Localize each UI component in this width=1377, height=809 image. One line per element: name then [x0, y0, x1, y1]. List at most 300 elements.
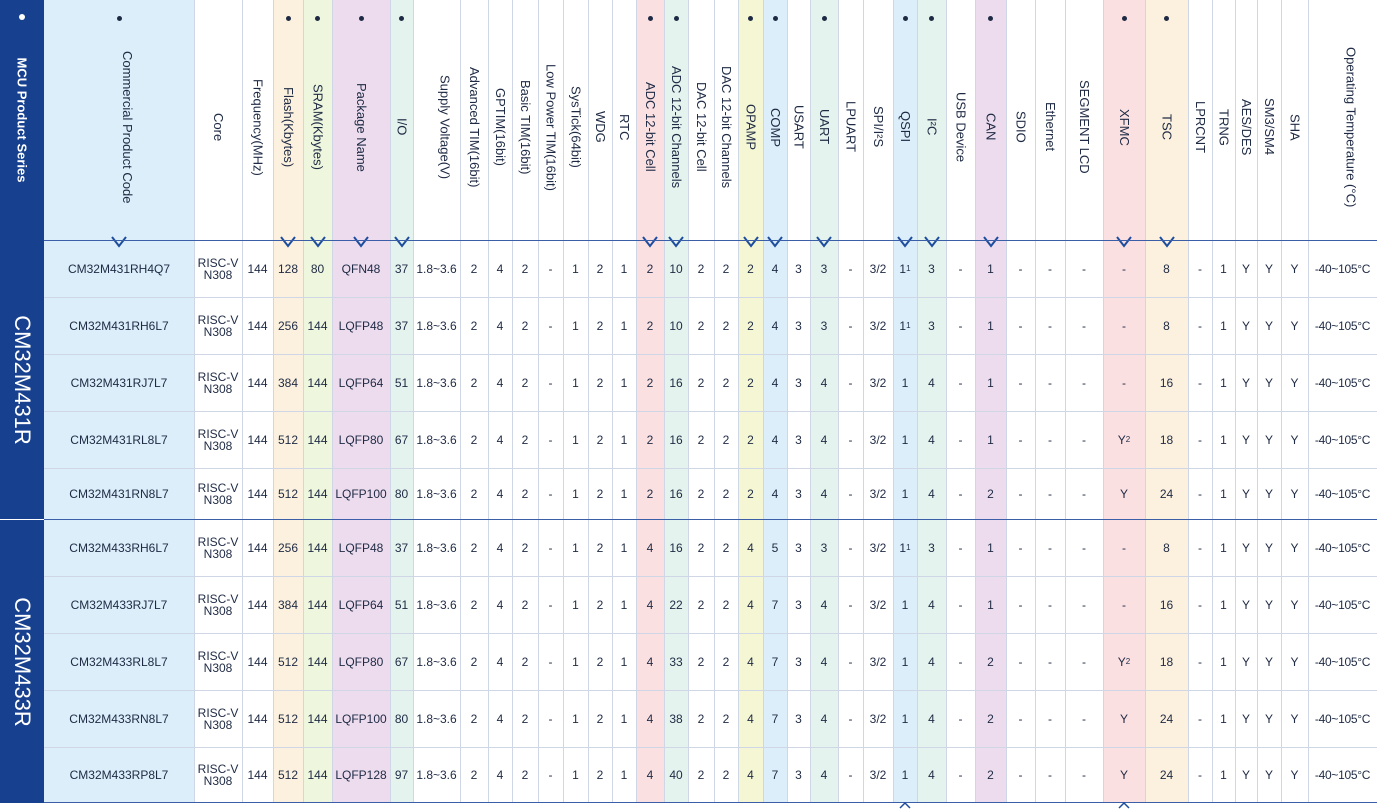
series-header-label: MCU Product Series	[14, 57, 30, 183]
core-line: RISC-V	[197, 534, 239, 549]
cell-aes: Y	[1241, 318, 1250, 333]
cell-sm: Y	[1264, 486, 1273, 501]
cell-lptim: -	[548, 318, 553, 333]
chevron-up-icon	[899, 802, 911, 809]
cell-aes: Y	[1241, 597, 1250, 612]
cell-systick: 1	[572, 654, 579, 669]
cell-lcd: -	[1082, 540, 1086, 555]
cell-wdg: 2	[596, 540, 604, 555]
cell-trng: 1	[1220, 486, 1227, 501]
cell-can: 1	[987, 318, 994, 333]
cell-flash: 512	[277, 654, 299, 669]
cell-can: 2	[987, 767, 994, 782]
cell-adccell: 2	[646, 432, 654, 447]
core-line: RISC-V	[197, 480, 239, 495]
cell-core	[194, 240, 242, 297]
cell-gptim: 4	[496, 261, 504, 276]
cell-code: CM32M431RL8L7	[70, 432, 168, 447]
cell-uart: 4	[820, 767, 828, 782]
cell-can: 1	[987, 375, 994, 390]
cell-code: CM32M431RJ7L7	[70, 375, 168, 390]
cell-sdio: -	[1018, 767, 1023, 782]
cell-temp: -40~105°C	[1314, 711, 1371, 726]
cell-comp: 7	[771, 597, 779, 612]
column-header-adcch	[664, 22, 688, 232]
core-line: N308	[203, 603, 233, 618]
bullet-icon	[903, 16, 908, 21]
cell-lprcnt: -	[1198, 432, 1202, 447]
cell-lprcnt: -	[1198, 261, 1202, 276]
cell-usart: 3	[795, 432, 802, 447]
cell-usb: -	[958, 711, 963, 726]
column-header-volt	[413, 22, 460, 232]
cell-code: CM32M433RN8L7	[69, 711, 169, 726]
cell-eth: -	[1048, 654, 1052, 669]
cell-lprcnt: -	[1198, 597, 1202, 612]
cell-volt: 1.8~3.6	[416, 597, 457, 612]
column-header-label: SPI/I²S	[871, 106, 886, 148]
column-header-label: SRAM(Kbytes)	[310, 84, 326, 170]
cell-uart: 4	[820, 432, 828, 447]
cell-uart: 4	[820, 486, 828, 501]
cell-io: 97	[394, 767, 409, 782]
cell-lptim: -	[548, 375, 553, 390]
cell-spi: 3/2	[869, 767, 887, 782]
cell-sram: 144	[307, 767, 328, 782]
cell-dacch: 2	[722, 540, 730, 555]
cell-io: 37	[394, 261, 409, 276]
cell-qspi: 1	[901, 432, 909, 447]
bullet-icon	[399, 16, 404, 21]
cell-lcd: -	[1082, 261, 1086, 276]
cell-tsc: 8	[1163, 318, 1170, 333]
cell-adccell: 2	[646, 318, 654, 333]
cell-eth: -	[1048, 261, 1052, 276]
cell-xfmc: Y 2	[1117, 432, 1131, 447]
cell-aes: Y	[1241, 432, 1250, 447]
column-header-eth	[1035, 22, 1065, 232]
cell-volt: 1.8~3.6	[416, 432, 457, 447]
cell-qspi: 1 1	[899, 540, 911, 555]
cell-spi: 3/2	[869, 711, 887, 726]
column-header-adv	[460, 22, 488, 232]
cell-rtc: 1	[620, 711, 628, 726]
column-header-flash	[273, 22, 303, 232]
core-line: RISC-V	[197, 255, 239, 270]
cell-io: 67	[394, 654, 409, 669]
cell-usart: 3	[795, 711, 802, 726]
cell-sram: 144	[307, 711, 328, 726]
cell-aes: Y	[1241, 711, 1250, 726]
cell-adv: 2	[470, 767, 478, 782]
cell-opamp: 4	[747, 597, 754, 612]
cell-freq: 144	[247, 432, 268, 447]
product-series-cm32m433r	[0, 519, 44, 803]
cell-pkg: LQFP80	[338, 432, 384, 447]
column-header-lcd	[1065, 22, 1103, 232]
cell-eth: -	[1048, 711, 1052, 726]
column-header-label: USB Device	[953, 91, 969, 163]
cell-daccell: 2	[697, 711, 705, 726]
cell-temp: -40~105°C	[1314, 540, 1371, 555]
cell-adccell: 4	[646, 767, 654, 782]
cell-sdio: -	[1018, 654, 1023, 669]
cell-xfmc: -	[1122, 540, 1126, 555]
cell-dacch: 2	[722, 767, 730, 782]
table-bottom-line	[44, 802, 1377, 803]
cell-wdg: 2	[596, 261, 604, 276]
cell-pkg: LQFP80	[338, 654, 384, 669]
cell-wdg: 2	[596, 711, 604, 726]
cell-flash: 384	[277, 375, 299, 390]
cell-adv: 2	[470, 375, 478, 390]
column-header-spi	[863, 22, 893, 232]
cell-sram: 144	[307, 375, 328, 390]
cell-adcch: 10	[669, 318, 683, 333]
column-header-label: Core	[211, 112, 226, 142]
cell-lpuart: -	[848, 711, 853, 726]
cell-sm: Y	[1264, 597, 1273, 612]
column-header-lptim	[538, 22, 563, 232]
column-header-opamp	[738, 22, 763, 232]
column-header-freq	[242, 22, 273, 232]
cell-sm: Y	[1264, 654, 1273, 669]
cell-comp: 5	[771, 540, 779, 555]
cell-flash: 256	[277, 540, 299, 555]
cell-adv: 2	[470, 318, 478, 333]
cell-tsc: 16	[1159, 597, 1174, 612]
cell-volt: 1.8~3.6	[416, 261, 457, 276]
cell-freq: 144	[247, 540, 268, 555]
core-line: RISC-V	[197, 369, 239, 384]
cell-lcd: -	[1082, 318, 1086, 333]
column-header-label: Basic TIM(16bit)	[518, 79, 533, 175]
cell-rtc: 1	[620, 375, 628, 390]
column-header-label: ADC 12-bit Cell	[643, 82, 658, 172]
cell-lcd: -	[1082, 432, 1086, 447]
cell-trng: 1	[1220, 375, 1227, 390]
cell-systick: 1	[572, 375, 579, 390]
cell-can: 2	[987, 711, 994, 726]
cell-wdg: 2	[596, 432, 604, 447]
cell-systick: 1	[572, 432, 579, 447]
cell-trng: 1	[1220, 711, 1227, 726]
cell-lptim: -	[548, 486, 553, 501]
cell-i2c: 4	[928, 597, 935, 612]
cell-aes: Y	[1241, 486, 1250, 501]
column-header-label: LPRCNT	[1193, 100, 1208, 153]
cell-adccell: 2	[646, 375, 654, 390]
cell-opamp: 2	[747, 261, 754, 276]
cell-volt: 1.8~3.6	[416, 654, 457, 669]
cell-core	[194, 468, 242, 519]
cell-xfmc: -	[1122, 261, 1126, 276]
core-line: N308	[203, 773, 233, 788]
cell-dacch: 2	[722, 486, 730, 501]
cell-code: CM32M433RH6L7	[69, 540, 169, 555]
column-header-label: LPUART	[843, 101, 859, 153]
cell-dacch: 2	[722, 375, 730, 390]
core-line: RISC-V	[197, 648, 239, 663]
cell-usb: -	[958, 375, 963, 390]
product-series-label: CM32M431R	[10, 314, 35, 445]
footnote-mark: 2	[1125, 435, 1131, 444]
bullet-icon	[773, 16, 778, 21]
column-header-rtc	[612, 22, 636, 232]
cell-core	[194, 354, 242, 411]
cell-adcch: 16	[669, 486, 683, 501]
cell-core	[194, 633, 242, 690]
cell-spi: 3/2	[869, 432, 887, 447]
column-header-label: I²C	[924, 118, 940, 136]
cell-code: CM32M431RH4Q7	[67, 261, 171, 276]
cell-temp: -40~105°C	[1314, 486, 1371, 501]
column-header-label: Commercial Product Code	[120, 50, 135, 204]
column-header-label: Supply Voltage(V)	[437, 74, 453, 180]
column-header-uart	[810, 22, 838, 232]
cell-volt: 1.8~3.6	[416, 540, 457, 555]
column-header-lpuart	[838, 22, 863, 232]
column-header-label: TRNG	[1216, 108, 1232, 146]
cell-xfmc: -	[1122, 375, 1126, 390]
cell-code: CM32M433RJ7L7	[70, 597, 168, 612]
cell-io: 67	[394, 432, 409, 447]
cell-lprcnt: -	[1198, 375, 1202, 390]
cell-spi: 3/2	[869, 375, 887, 390]
cell-adv: 2	[470, 540, 478, 555]
cell-sha: Y	[1290, 486, 1299, 501]
cell-flash: 384	[277, 597, 299, 612]
cell-lptim: -	[548, 261, 553, 276]
cell-spi: 3/2	[869, 540, 887, 555]
cell-i2c: 4	[928, 375, 935, 390]
cell-comp: 7	[771, 654, 779, 669]
cell-comp: 4	[771, 375, 779, 390]
cell-lcd: -	[1082, 767, 1086, 782]
cell-flash: 256	[277, 318, 299, 333]
cell-freq: 144	[247, 597, 268, 612]
cell-sha: Y	[1290, 711, 1299, 726]
bullet-icon	[929, 16, 934, 21]
cell-rtc: 1	[620, 318, 628, 333]
cell-lptim: -	[548, 432, 553, 447]
cell-lptim: -	[548, 654, 553, 669]
cell-lprcnt: -	[1198, 486, 1202, 501]
footnote-mark: 2	[1125, 657, 1131, 666]
cell-daccell: 2	[697, 654, 705, 669]
cell-adcch: 33	[669, 654, 683, 669]
cell-sm: Y	[1264, 261, 1273, 276]
column-header-wdg	[588, 22, 612, 232]
cell-systick: 1	[572, 767, 579, 782]
cell-basic: 2	[521, 486, 529, 501]
cell-systick: 1	[572, 540, 579, 555]
cell-spi: 3/2	[869, 654, 887, 669]
cell-gptim: 4	[496, 540, 504, 555]
cell-sdio: -	[1018, 597, 1023, 612]
column-header-pkg	[332, 22, 390, 232]
cell-tsc: 24	[1159, 711, 1174, 726]
cell-temp: -40~105°C	[1314, 767, 1371, 782]
column-header-label: Low Power TIM(16bit)	[543, 63, 559, 191]
footnote-mark: 1	[906, 543, 911, 552]
cell-sram: 144	[307, 318, 328, 333]
cell-pkg: LQFP48	[338, 540, 384, 555]
cell-flash: 128	[277, 261, 299, 276]
core-line: RISC-V	[197, 761, 239, 776]
column-header-label: QSPI	[898, 111, 913, 143]
column-header-io	[390, 22, 413, 232]
cell-gptim: 4	[496, 375, 504, 390]
cell-eth: -	[1048, 432, 1052, 447]
cell-can: 1	[987, 540, 994, 555]
column-header-label: SM3/SM4	[1262, 98, 1277, 156]
cell-i2c: 4	[928, 711, 935, 726]
bullet-icon	[748, 16, 753, 21]
column-header-daccell	[688, 22, 714, 232]
cell-usart: 3	[795, 318, 802, 333]
cell-systick: 1	[572, 318, 579, 333]
cell-daccell: 2	[697, 767, 705, 782]
cell-tsc: 24	[1159, 767, 1174, 782]
cell-i2c: 4	[928, 486, 935, 501]
bullet-icon	[674, 16, 679, 21]
cell-flash: 512	[277, 486, 299, 501]
cell-lpuart: -	[848, 767, 853, 782]
cell-core	[194, 519, 242, 576]
cell-adcch: 40	[669, 767, 683, 782]
cell-qspi: 1	[901, 654, 909, 669]
product-series-cm32m431r	[0, 240, 44, 519]
column-header-label: XFMC	[1117, 108, 1132, 146]
cell-sha: Y	[1290, 318, 1299, 333]
column-header-label: Flash(Kbytes)	[281, 86, 296, 168]
core-line: N308	[203, 324, 233, 339]
core-line: RISC-V	[197, 705, 239, 720]
cell-wdg: 2	[596, 486, 604, 501]
cell-dacch: 2	[722, 711, 730, 726]
column-header-basic	[512, 22, 538, 232]
cell-lptim: -	[548, 597, 553, 612]
cell-uart: 4	[820, 654, 828, 669]
cell-tsc: 8	[1163, 261, 1170, 276]
cell-gptim: 4	[496, 432, 504, 447]
cell-opamp: 2	[747, 432, 754, 447]
cell-basic: 2	[521, 261, 529, 276]
cell-eth: -	[1048, 597, 1052, 612]
cell-i2c: 3	[928, 540, 935, 555]
cell-sram: 80	[310, 261, 325, 276]
cell-xfmc: -	[1122, 597, 1126, 612]
bullet-icon	[648, 16, 653, 21]
cell-temp: -40~105°C	[1314, 654, 1371, 669]
cell-wdg: 2	[596, 767, 604, 782]
core-line: RISC-V	[197, 426, 239, 441]
cell-usb: -	[958, 486, 963, 501]
column-header-label: Frequency(MHz)	[250, 78, 266, 176]
cell-usart: 3	[795, 597, 802, 612]
bullet-icon	[117, 16, 122, 21]
cell-temp: -40~105°C	[1314, 261, 1371, 276]
column-header-label: OPAMP	[743, 104, 759, 150]
cell-lpuart: -	[848, 375, 853, 390]
column-header-label: SHA	[1287, 113, 1303, 141]
column-header-xfmc	[1103, 22, 1145, 232]
cell-lpuart: -	[848, 432, 853, 447]
cell-spi: 3/2	[869, 261, 887, 276]
cell-comp: 7	[771, 767, 779, 782]
cell-adv: 2	[470, 432, 478, 447]
cell-i2c: 4	[928, 432, 935, 447]
cell-comp: 4	[771, 432, 779, 447]
column-header-i2c	[917, 22, 946, 232]
cell-lcd: -	[1082, 711, 1086, 726]
cell-adccell: 2	[646, 486, 654, 501]
column-header-label: UART	[817, 109, 832, 145]
cell-wdg: 2	[596, 597, 604, 612]
cell-trng: 1	[1220, 432, 1227, 447]
core-line: N308	[203, 381, 233, 396]
cell-temp: -40~105°C	[1314, 432, 1371, 447]
cell-pkg: LQFP128	[335, 767, 387, 782]
core-line: N308	[203, 717, 233, 732]
column-header-sram	[303, 22, 332, 232]
cell-flash: 512	[277, 432, 299, 447]
cell-uart: 4	[820, 375, 828, 390]
column-header-label: DAC 12-bit Channels	[719, 65, 734, 189]
cell-sram: 144	[307, 432, 328, 447]
cell-uart: 4	[820, 711, 828, 726]
cell-pkg: LQFP100	[335, 711, 387, 726]
cell-adcch: 16	[669, 432, 683, 447]
cell-volt: 1.8~3.6	[416, 486, 457, 501]
cell-daccell: 2	[697, 318, 705, 333]
cell-daccell: 2	[697, 375, 705, 390]
cell-qspi: 1 1	[899, 261, 911, 276]
cell-trng: 1	[1220, 597, 1227, 612]
cell-lprcnt: -	[1198, 318, 1202, 333]
cell-usb: -	[958, 597, 963, 612]
cell-adcch: 10	[669, 261, 683, 276]
cell-adcch: 22	[669, 597, 683, 612]
cell-sdio: -	[1018, 261, 1023, 276]
cell-freq: 144	[247, 261, 268, 276]
cell-basic: 2	[521, 654, 529, 669]
cell-trng: 1	[1220, 540, 1227, 555]
cell-tsc: 24	[1159, 486, 1174, 501]
cell-systick: 1	[572, 486, 579, 501]
cell-rtc: 1	[620, 654, 628, 669]
cell-usb: -	[958, 261, 963, 276]
cell-adcch: 16	[669, 375, 683, 390]
column-header-sm	[1257, 22, 1281, 232]
cell-sdio: -	[1018, 318, 1023, 333]
cell-basic: 2	[521, 540, 529, 555]
cell-sm: Y	[1264, 375, 1273, 390]
column-header-core	[194, 22, 242, 232]
cell-pkg: LQFP64	[338, 375, 384, 390]
cell-i2c: 3	[928, 318, 935, 333]
cell-freq: 144	[247, 711, 268, 726]
column-header-label: AES/DES	[1239, 98, 1254, 156]
cell-sha: Y	[1290, 597, 1299, 612]
cell-gptim: 4	[496, 767, 504, 782]
cell-systick: 1	[572, 261, 579, 276]
cell-xfmc: Y	[1119, 711, 1128, 726]
core-line: N308	[203, 438, 233, 453]
cell-temp: -40~105°C	[1314, 597, 1371, 612]
cell-dacch: 2	[722, 318, 730, 333]
